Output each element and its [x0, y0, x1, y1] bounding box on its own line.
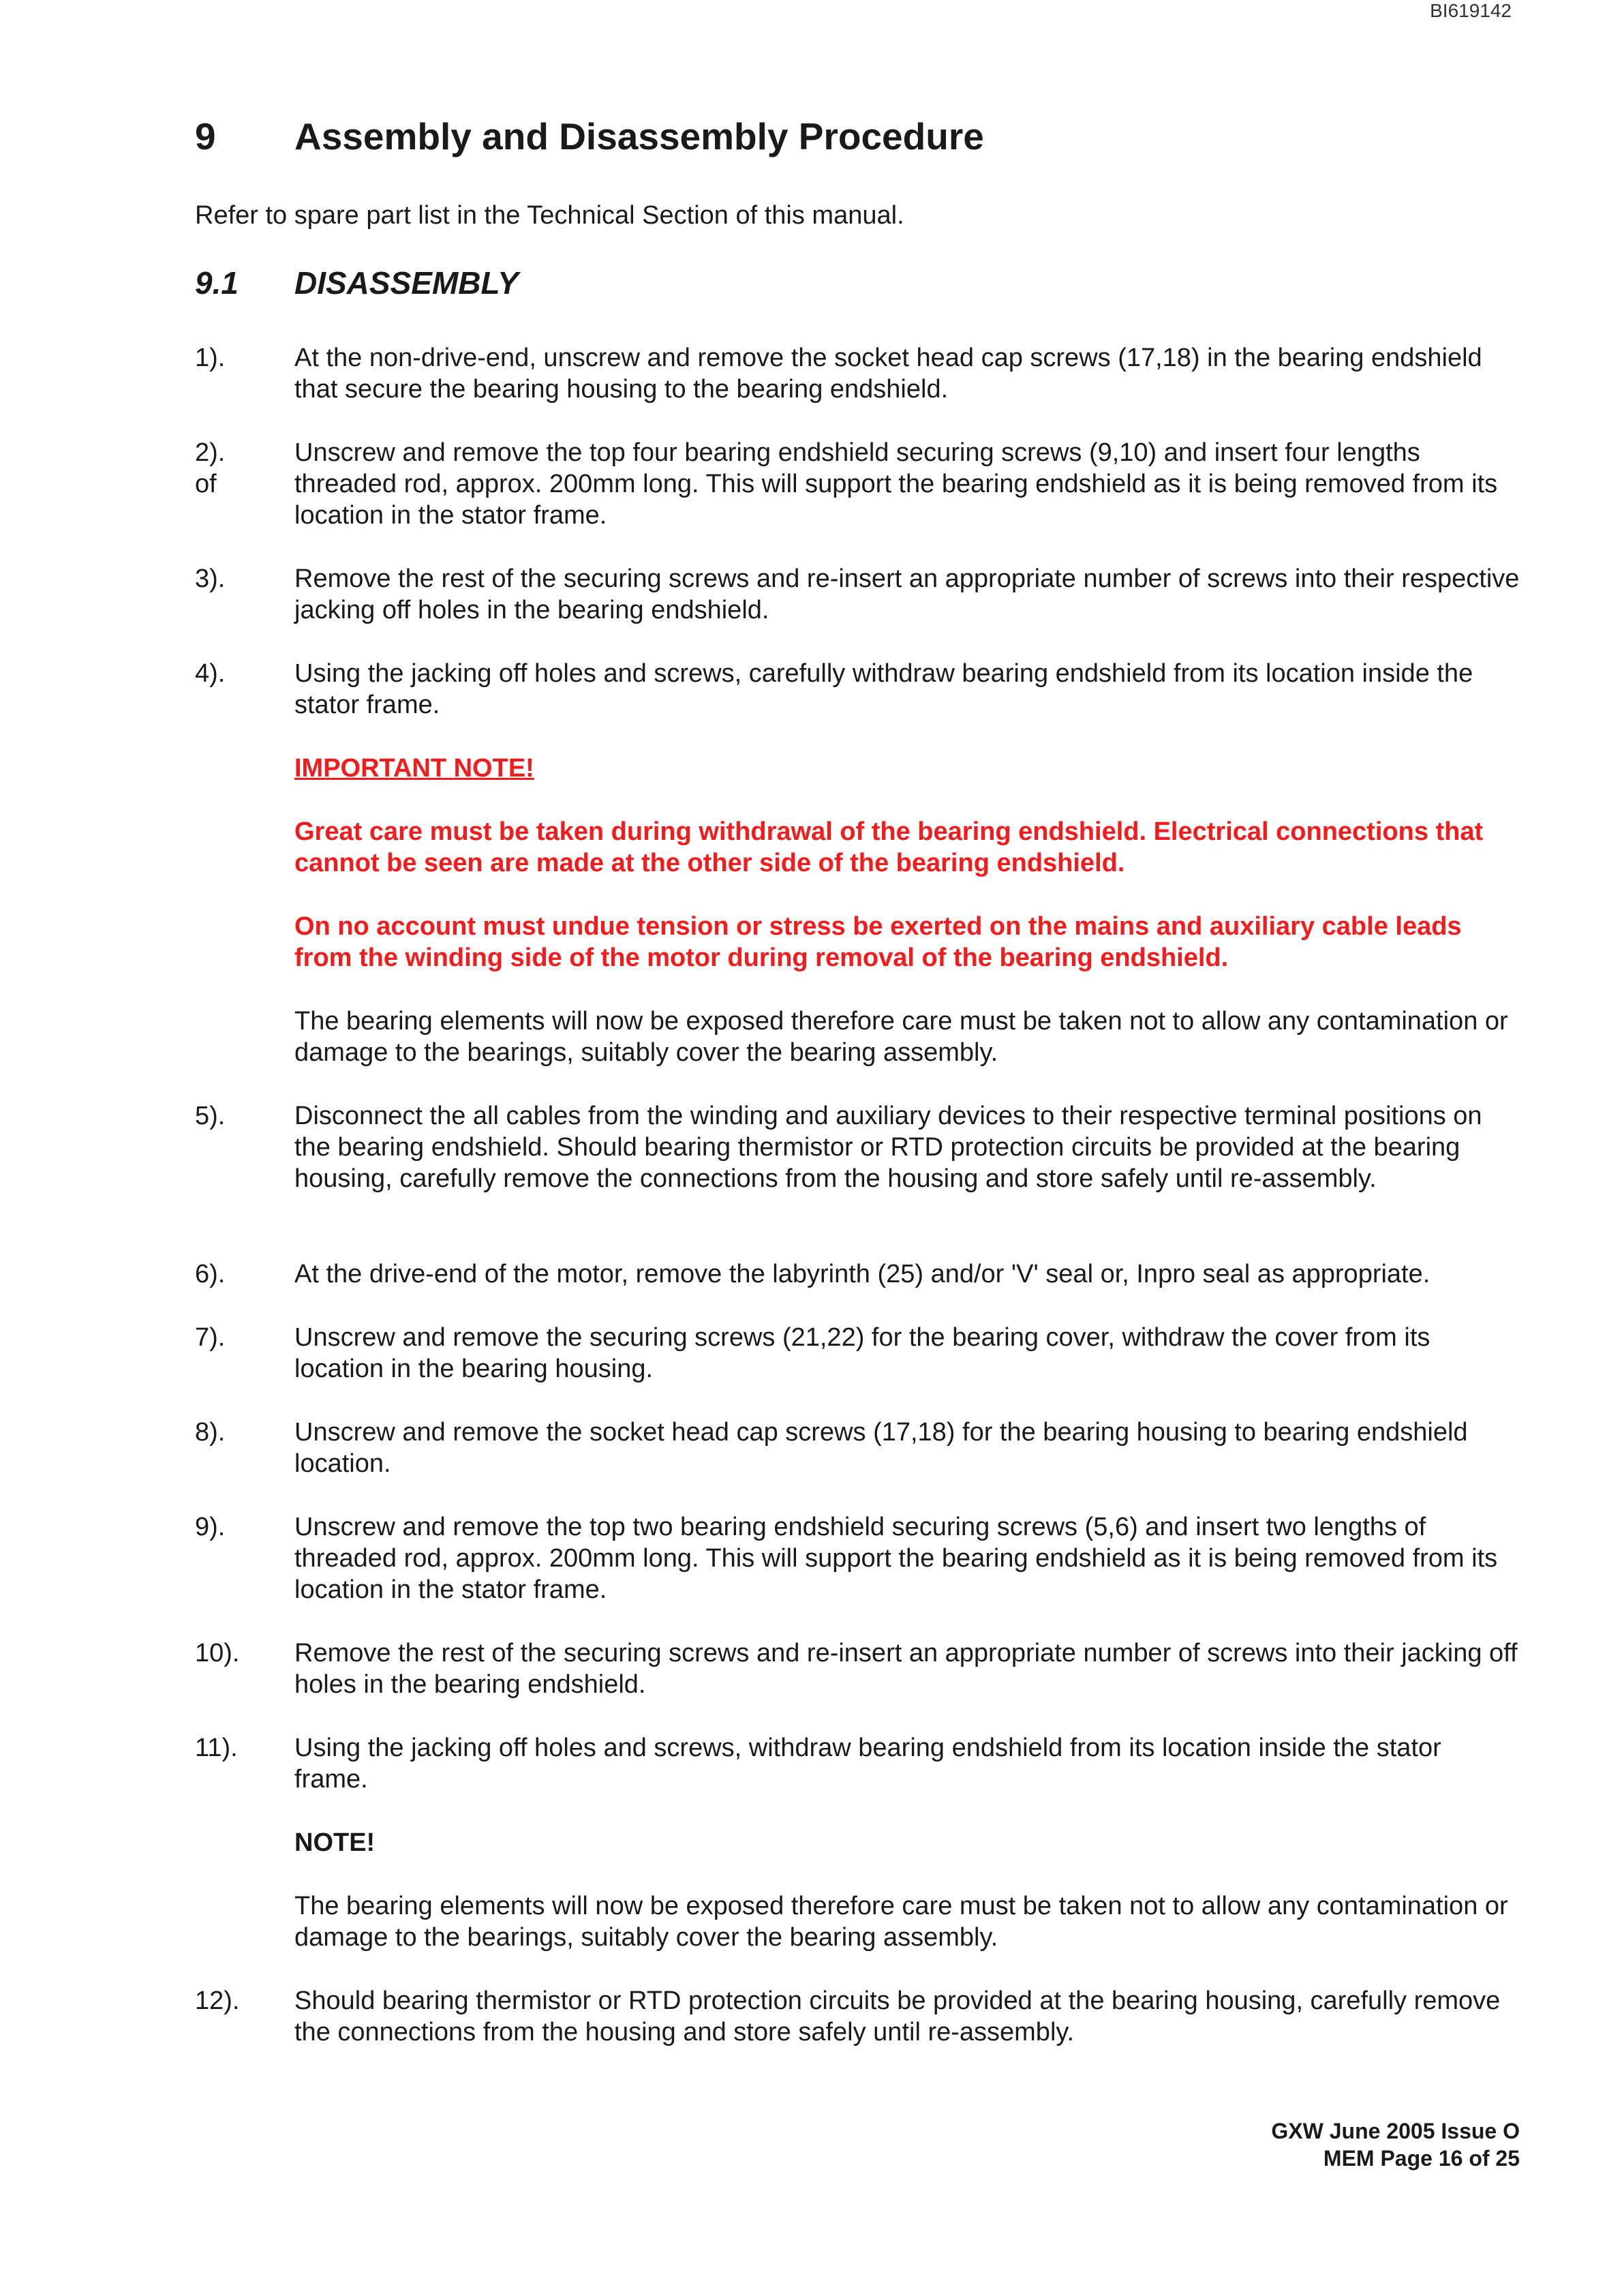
list-item-number: 4).: [195, 659, 226, 688]
important-note-warning-2: On no account must undue tension or stress be exerted on the mains and auxiliary cable leads from the winding side of the motor during removal of the bearing endshield.: [294, 912, 1462, 972]
list-item-text: Disconnect the all cables from the winding and auxiliary devices to their respective terminal positions on the bearing endshield. Should bearing thermistor or RTD protection circuits be provided at the bearing housing, carefully remove the connections from the housing and store safely until re-assembly.: [294, 1102, 1482, 1193]
list-item-number: 6).: [195, 1260, 226, 1288]
intro-text: Refer to spare part list in the Technical Section of this manual.: [195, 201, 904, 230]
list-item-number: 8).: [195, 1418, 226, 1447]
list-item-text: Remove the rest of the securing screws and re-insert an appropriate number of screws into their respective jacking off holes in the bearing endshield.: [294, 564, 1520, 624]
list-item-text: Using the jacking off holes and screws, withdraw bearing endshield from its location inside the stator frame.: [294, 1734, 1441, 1794]
important-note-exposure-text: The bearing elements will now be exposed therefore care must be taken not to allow any contamination or damage to the bearings, suitably cover the bearing assembly.: [294, 1007, 1508, 1067]
note-text: The bearing elements will now be exposed therefore care must be taken not to allow any contamination or damage to the bearings, suitably cover the bearing assembly.: [294, 1892, 1508, 1952]
important-note-warning-1: Great care must be taken during withdrawal of the bearing endshield. Electrical connections that cannot be seen are made at the other side of the bearing endshield.: [294, 817, 1484, 877]
section-title: Assembly and Disassembly Procedure: [294, 115, 984, 157]
note-title: NOTE!: [294, 1828, 376, 1857]
list-item-number: 12).: [195, 1987, 240, 2015]
list-item-text: Unscrew and remove the top two bearing endshield securing screws (5,6) and insert two lengths of threaded rod, approx. 200mm long. This will support the bearing endshield as it is being removed from its location in the stator frame.: [294, 1513, 1498, 1604]
list-item-number-overflow: of: [195, 470, 217, 498]
document-id: BI619142: [1430, 0, 1512, 21]
footer-page-number: MEM Page 16 of 25: [1323, 2146, 1520, 2171]
list-item-number-main: 2).: [195, 438, 226, 467]
list-item-number: 11).: [195, 1734, 238, 1762]
list-item-number: 5).: [195, 1102, 226, 1130]
section-number: 9: [195, 115, 216, 157]
list-item-number: 3).: [195, 564, 226, 593]
list-item-text: Unscrew and remove the socket head cap screws (17,18) for the bearing housing to bearing endshield location.: [294, 1418, 1468, 1478]
list-item-number: [195, 437, 290, 500]
list-item-text: At the non-drive-end, unscrew and remove the socket head cap screws (17,18) in the bearing endshield that secure the bearing housing to the bearing endshield.: [294, 344, 1482, 404]
important-note-title: IMPORTANT NOTE!: [294, 754, 534, 783]
list-item-number: 7).: [195, 1323, 226, 1352]
subsection-number: 9.1: [195, 265, 239, 301]
list-item-text: Remove the rest of the securing screws and re-insert an appropriate number of screws into their jacking off holes in the bearing endshield.: [294, 1639, 1518, 1699]
page-footer: [1271, 2117, 1520, 2172]
list-item-text: Using the jacking off holes and screws, carefully withdraw bearing endshield from its location inside the stator frame.: [294, 659, 1473, 719]
list-item-number: 9).: [195, 1513, 226, 1541]
list-item-number: 10).: [195, 1639, 240, 1667]
list-item-number: 1).: [195, 344, 226, 372]
list-item-text: At the drive-end of the motor, remove the labyrinth (25) and/or 'V' seal or, Inpro seal as appropriate.: [294, 1260, 1430, 1288]
list-item-text: Should bearing thermistor or RTD protection circuits be provided at the bearing housing, carefully remove the connections from the housing and store safely until re-assembly.: [294, 1987, 1501, 2046]
subsection-title: DISASSEMBLY: [294, 265, 519, 301]
list-item-text: Unscrew and remove the top four bearing endshield securing screws (9,10) and insert four lengths threaded rod, approx. 200mm long. This will support the bearing endshield as it is being removed from its location in the stator frame.: [294, 438, 1498, 530]
list-item-text: Unscrew and remove the securing screws (21,22) for the bearing cover, withdraw the cover from its location in the bearing housing.: [294, 1323, 1430, 1383]
footer-issue: GXW June 2005 Issue O: [1271, 2119, 1520, 2143]
